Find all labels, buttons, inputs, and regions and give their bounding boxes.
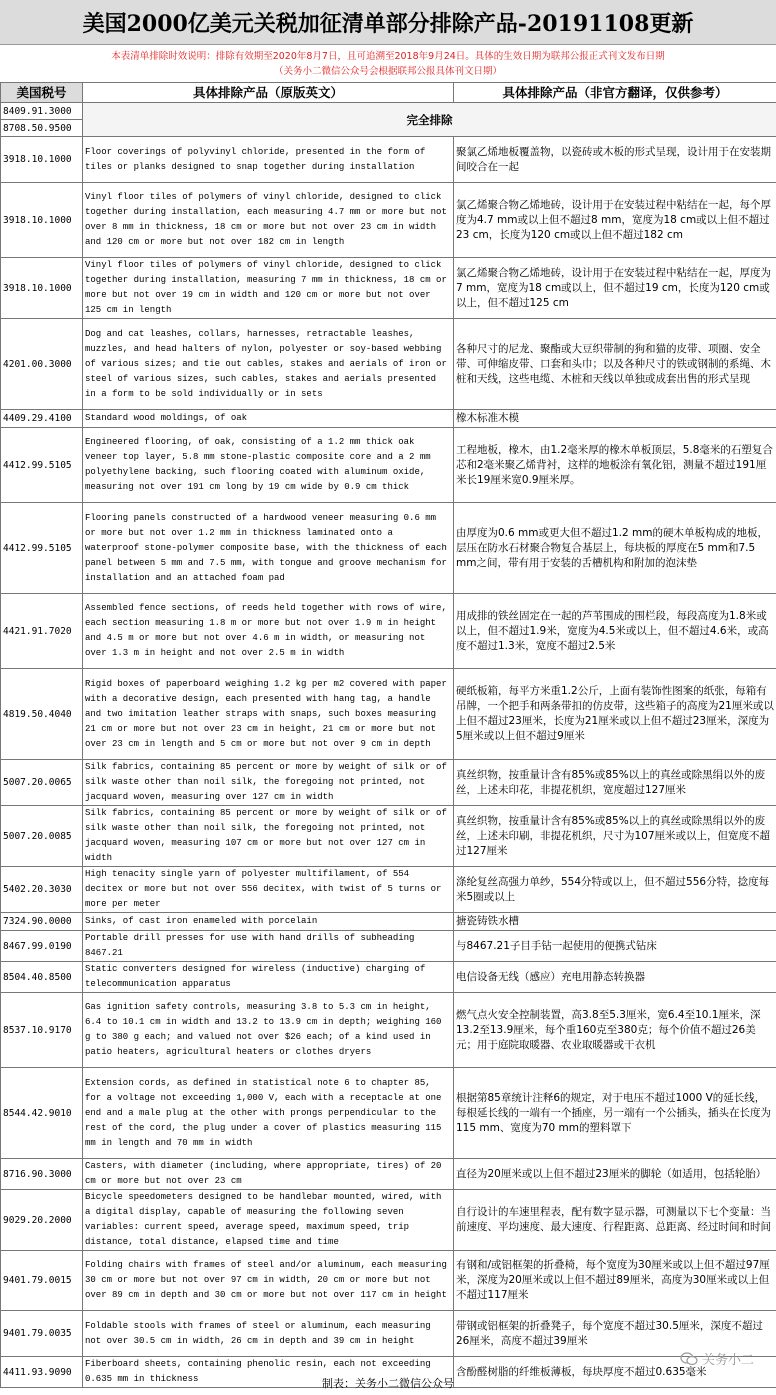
tariff-code: 3918.10.1000 (1, 137, 83, 183)
header-english: 具体排除产品（原版英文） (83, 83, 454, 103)
watermark-text: 关务小二 (701, 1353, 754, 1368)
table-row (1, 503, 776, 594)
tariff-code: 4411.93.9090 (1, 1357, 83, 1388)
chinese-description: 真丝织物，按重量计含有85%或85%以上的真丝或除黑绢以外的废丝，上述未印刷，非提花机织，尺寸为107厘米或以上，但宽度不超过127厘米 (454, 806, 776, 867)
tariff-code: 9029.20.2000 (1, 1190, 83, 1251)
tariff-code: 3918.10.1000 (1, 183, 83, 258)
table-row (1, 1251, 776, 1311)
english-description: Dog and cat leashes, collars, harnesses, retractable leashes, muzzles, and head halters of nylon, polyester or soy-based webbing of various sizes; and tie out cables, stakes and aerials of iron or steel of various sizes, such cables, stakes and aerials presented in a form to be sold individually or in sets (83, 319, 454, 410)
tariff-code: 4819.50.4040 (1, 669, 83, 760)
english-description: Vinyl floor tiles of polymers of vinyl chloride, designed to click together during installation, each measuring 4.7 mm or more but not over 8 mm in thickness, 18 cm or more but not over 23 cm in width and 120 cm or more but not over 182 cm in length (83, 183, 454, 258)
chinese-description: 工程地板，橡木，由1.2毫米厚的橡木单板顶层，5.8毫米的石塑复合芯和2毫米聚乙烯背衬，这样的地板涂有氧化铝，测量不超过191厘米长19厘米宽0.9厘米厚。 (454, 428, 776, 503)
table-row (1, 1311, 776, 1357)
chinese-description: 真丝织物，按重量计含有85%或85%以上的真丝或除黑绢以外的废丝，上述未印花，非提花机织，宽度超过127厘米 (454, 760, 776, 806)
chinese-description: 氯乙烯聚合物乙烯地砖，设计用于在安装过程中粘结在一起，每个厚度为4.7 mm或以上但不超过8 mm，宽度为18 cm或以上但不超过23 cm，长度为120 cm或以上但不超过182 cm (454, 183, 776, 258)
complete-exclusion-label: 完全排除 (83, 103, 776, 137)
chinese-description: 与8467.21子目手钻一起使用的便携式钻床 (454, 931, 776, 962)
english-description: Folding chairs with frames of steel and/or aluminum, each measuring 30 cm or more but not over 97 cm in width, 20 cm or more but not over 89 cm in depth and 30 cm or more but not over 117 cm in height (83, 1251, 454, 1311)
chinese-description: 根据第85章统计注释6的规定，对于电压不超过1000 V的延长线，每根延长线的一端有一个插座，另一端有一个公插头，插头在长度为115 mm、宽度为70 mm的塑料罩下 (454, 1068, 776, 1159)
document-title: 美国2000亿美元关税加征清单部分排除产品-20191108更新 (0, 0, 776, 45)
wechat-icon (680, 1352, 698, 1366)
tariff-code: 8537.10.9170 (1, 993, 83, 1068)
exclusion-table (0, 82, 776, 1388)
chinese-description: 氯乙烯聚合物乙烯地砖，设计用于在安装过程中粘结在一起，厚度为7 mm，宽度为18 cm或以上，但不超过19 cm，长度为120 cm或以上，但不超过125 cm (454, 258, 776, 319)
chinese-description: 含酚醛树脂的纤维板薄板，每块厚度不超过0.635毫米 (454, 1357, 776, 1388)
tariff-code: 5402.20.3030 (1, 867, 83, 913)
notice-line-2: （关务小二微信公众号会根据联邦公报具体刊文日期） (273, 66, 502, 77)
english-description: Silk fabrics, containing 85 percent or more by weight of silk or of silk waste other than noil silk, the foregoing not printed, not jacquard woven, measuring over 127 cm in width (83, 760, 454, 806)
tariff-code: 9401.79.0015 (1, 1251, 83, 1311)
header-code: 美国税号 (1, 83, 83, 103)
english-description: Vinyl floor tiles of polymers of vinyl chloride, designed to click together during installation, measuring 7 mm in thickness, 18 cm or more but not over 19 cm in width and 120 cm or more but not over 125 cm in length (83, 258, 454, 319)
table-row (1, 993, 776, 1068)
table-row (1, 1068, 776, 1159)
english-description: Casters, with diameter (including, where appropriate, tires) of 20 cm or more but not over 23 cm (83, 1159, 454, 1190)
tariff-code: 9401.79.0035 (1, 1311, 83, 1357)
english-description: Portable drill presses for use with hand drills of subheading 8467.21 (83, 931, 454, 962)
chinese-description: 橡木标准木模 (454, 410, 776, 428)
chinese-description: 带钢或铝框架的折叠凳子，每个宽度不超过30.5厘米，深度不超过26厘米，高度不超过39厘米 (454, 1311, 776, 1357)
chinese-description: 聚氯乙烯地板覆盖物，以瓷砖或木板的形式呈现，设计用于在安装期间咬合在一起 (454, 137, 776, 183)
table-row (1, 931, 776, 962)
table-row (1, 1190, 776, 1251)
chinese-description: 涤纶复丝高强力单纱，554分特或以上，但不超过556分特，捻度每米5圈或以上 (454, 867, 776, 913)
chinese-description: 硬纸板箱，每平方米重1.2公斤，上面有装饰性图案的纸张，每箱有吊牌，一个把手和两条带扣的仿皮带，这些箱子的高度为21厘米或以上但不超过23厘米，长度为21厘米或以上但不超过23厘米，深度为5厘米或以上但不超过9厘米 (454, 669, 776, 760)
tariff-code: 5007.20.0085 (1, 806, 83, 867)
english-description: Assembled fence sections, of reeds held together with rows of wire, each section measuring 1.8 m or more but not over 1.9 m in height and 4.5 m or more but not over 4.6 m in width, or measuring not over 1.3 m in height and not over 2.5 m in width (83, 594, 454, 669)
table-row (1, 669, 776, 760)
table-row (1, 867, 776, 913)
tariff-code: 8544.42.9010 (1, 1068, 83, 1159)
english-description: Bicycle speedometers designed to be handlebar mounted, wired, with a digital display, capable of measuring the following seven variables: current speed, average speed, maximum speed, trip distance, total distance, elapsed time and time (83, 1190, 454, 1251)
tariff-code: 4201.00.3000 (1, 319, 83, 410)
tariff-code: 4409.29.4100 (1, 410, 83, 428)
tariff-code: 7324.90.0000 (1, 913, 83, 931)
tariff-code: 8504.40.8500 (1, 962, 83, 993)
english-description: Sinks, of cast iron enameled with porcelain (83, 913, 454, 931)
chinese-description: 各种尺寸的尼龙、聚酯或大豆织带制的狗和猫的皮带、项圈、安全带、可伸缩皮带、口套和头巾；以及各种尺寸的铁或钢制的系绳、木桩和天线，这些电缆、木桩和天线以单独或成套出售的形式呈现 (454, 319, 776, 410)
complete-exclusion-code-2: 8708.50.9500 (1, 120, 83, 137)
tariff-code: 4412.99.5105 (1, 503, 83, 594)
table-row (1, 183, 776, 258)
english-description: Static converters designed for wireless (inductive) charging of telecommunication apparatus (83, 962, 454, 993)
tariff-code: 3918.10.1000 (1, 258, 83, 319)
table-footer: 制表：关务小二微信公众号 (322, 1377, 454, 1390)
validity-notice (0, 45, 776, 82)
english-description: Foldable stools with frames of steel or aluminum, each measuring not over 30.5 cm in width, 26 cm in depth and 39 cm in height (83, 1311, 454, 1357)
chinese-description: 搪瓷铸铁水槽 (454, 913, 776, 931)
complete-exclusion-row (1, 103, 776, 120)
header-chinese: 具体排除产品（非官方翻译，仅供参考） (454, 83, 776, 103)
english-description: Flooring panels constructed of a hardwood veneer measuring 0.6 mm or more but not over 1.2 mm in thickness laminated onto a waterproof stone-polymer composite base, with the thickness of each panel between 5 mm and 7.5 mm, with tongue and groove mechanism for installation and an attached foam pad (83, 503, 454, 594)
tariff-code: 4421.91.7020 (1, 594, 83, 669)
complete-exclusion-code-1: 8409.91.3000 (1, 103, 83, 120)
english-description: Extension cords, as defined in statistical note 6 to chapter 85, for a voltage not exceeding 1,000 V, each with a receptacle at one end and a male plug at the other with prongs perpendicular to the rest of the cord, the plug under a cover of plastics measuring 115 mm in length and 70 mm in width (83, 1068, 454, 1159)
chinese-description: 直径为20厘米或以上但不超过23厘米的脚轮（如适用，包括轮胎） (454, 1159, 776, 1190)
table-row (1, 319, 776, 410)
tariff-code: 4412.99.5105 (1, 428, 83, 503)
english-description: Gas ignition safety controls, measuring 3.8 to 5.3 cm in height, 6.4 to 10.1 cm in width and 13.2 to 13.9 cm in depth; weighing 160 g to 380 g each; and valued not over $26 each; of a kind used in patio heaters, agricultural heaters or clothes dryers (83, 993, 454, 1068)
table-row (1, 806, 776, 867)
english-description: Engineered flooring, of oak, consisting of a 1.2 mm thick oak veneer top layer, 5.8 mm stone-plastic composite core and a 2 mm polyethylene backing, such flooring coated with aluminum oxide, measuring not over 191 cm long by 19 cm wide by 0.9 cm thick (83, 428, 454, 503)
table-row (1, 428, 776, 503)
table-row (1, 594, 776, 669)
tariff-code: 8716.90.3000 (1, 1159, 83, 1190)
header-row (1, 83, 776, 103)
chinese-description: 有钢和/或铝框架的折叠椅，每个宽度为30厘米或以上但不超过97厘米，深度为20厘米或以上但不超过89厘米，高度为30厘米或以上但不超过117厘米 (454, 1251, 776, 1311)
table-row (1, 137, 776, 183)
chinese-description: 由厚度为0.6 mm或更大但不超过1.2 mm的硬木单板构成的地板，层压在防水石材聚合物复合基层上，每块板的厚度在5 mm和7.5 mm之间，带有用于安装的舌槽机构和附加的泡沫垫 (454, 503, 776, 594)
tariff-code: 5007.20.0065 (1, 760, 83, 806)
table-row (1, 410, 776, 428)
table-row (1, 760, 776, 806)
english-description: Floor coverings of polyvinyl chloride, presented in the form of tiles or planks designed to snap together during installation (83, 137, 454, 183)
notice-line-1: 本表清单排除时效说明：排除有效期至2020年8月7日，且可追溯至2018年9月24日。具体的生效日期为联邦公报正式刊文发布日期 (111, 51, 665, 62)
english-description: Standard wood moldings, of oak (83, 410, 454, 428)
chinese-description: 用成排的铁丝固定在一起的芦苇围成的围栏段，每段高度为1.8米或以上，但不超过1.9米，宽度为4.5米或以上，但不超过4.6米，或高度不超过1.3米，宽度不超过2.5米 (454, 594, 776, 669)
chinese-description: 电信设备无线（感应）充电用静态转换器 (454, 962, 776, 993)
table-body (1, 103, 776, 1388)
watermark (680, 1349, 754, 1368)
english-description: High tenacity single yarn of polyester multifilament, of 554 decitex or more but not over 556 decitex, with twist of 5 turns or more per meter (83, 867, 454, 913)
english-description: Silk fabrics, containing 85 percent or more by weight of silk or of silk waste other than noil silk, the foregoing not printed, not jacquard woven, measuring 107 cm or more but not over 127 cm in width (83, 806, 454, 867)
english-description: Rigid boxes of paperboard weighing 1.2 kg per m2 covered with paper with a decorative design, each presented with hang tag, a handle and two imitation leather straps with snaps, such boxes measuring 21 cm or more but not over 23 cm in height, 21 cm or more but not over 23 cm in length and 5 cm or more but not over 9 cm in depth (83, 669, 454, 760)
table-row (1, 1159, 776, 1190)
table-row (1, 913, 776, 931)
chinese-description: 燃气点火安全控制装置，高3.8至5.3厘米，宽6.4至10.1厘米，深13.2至13.9厘米，每个重160克至380克；每个价值不超过26美元；用于庭院取暖器、农业取暖器或干衣机 (454, 993, 776, 1068)
table-row (1, 258, 776, 319)
tariff-code: 8467.99.0190 (1, 931, 83, 962)
chinese-description: 自行设计的车速里程表，配有数字显示器，可测量以下七个变量：当前速度、平均速度、最大速度、行程距离、总距离、经过时间和时间 (454, 1190, 776, 1251)
table-row (1, 962, 776, 993)
english-description: Fiberboard sheets, containing phenolic resin, each not exceeding 0.635 mm in thickness (83, 1357, 454, 1388)
